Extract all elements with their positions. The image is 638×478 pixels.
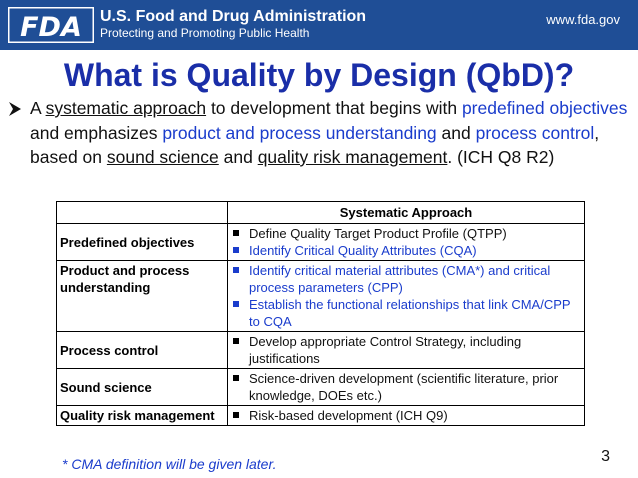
- square-bullet-icon: [233, 247, 239, 253]
- page-number: 3: [601, 448, 610, 465]
- intro-text: and: [436, 122, 476, 143]
- table-header-row: [57, 202, 585, 224]
- website-link[interactable]: www.fda.gov: [546, 12, 620, 27]
- intro-text: A: [30, 98, 46, 118]
- list-item-text: Develop appropriate Control Strategy, including justifications: [249, 334, 522, 366]
- row-label: Process control: [57, 332, 228, 369]
- intro-text: and: [218, 147, 258, 167]
- list-item: [231, 225, 581, 242]
- header-band: [0, 0, 638, 50]
- row-label: Product and process understanding: [57, 261, 228, 332]
- row-items: [228, 369, 585, 406]
- intro-text: . (ICH Q8 R2): [447, 147, 555, 167]
- list-item: [231, 407, 581, 424]
- intro-paragraph: [30, 96, 628, 170]
- term-product-process-understanding: product and process understanding: [162, 122, 437, 143]
- row-items: [228, 261, 585, 332]
- arrow-bullet-icon: [8, 101, 22, 117]
- intro-bullet: [8, 96, 628, 170]
- square-bullet-icon: [233, 267, 239, 273]
- row-items: [228, 332, 585, 369]
- term-process-control: process control: [475, 122, 595, 143]
- list-item: [231, 262, 581, 296]
- square-bullet-icon: [233, 375, 239, 381]
- intro-text: , based on: [30, 122, 600, 167]
- term-systematic-approach: systematic approach: [45, 98, 207, 118]
- agency-tagline: Protecting and Promoting Public Health: [100, 26, 310, 40]
- list-item-text: Risk-based development (ICH Q9): [249, 408, 448, 423]
- intro-text: to development that begins with: [206, 98, 462, 118]
- slide-title: What is Quality by Design (QbD)?: [63, 57, 575, 93]
- term-quality-risk-management: quality risk management: [257, 147, 448, 167]
- table-row: [57, 224, 585, 261]
- row-items: [228, 406, 585, 426]
- row-label: Quality risk management: [57, 406, 228, 426]
- list-item-text: Establish the functional relationships that link CMA/CPP to CQA: [249, 297, 571, 329]
- logo-text: FDA: [20, 12, 82, 43]
- agency-name: U.S. Food and Drug Administration: [100, 8, 367, 25]
- row-label: Sound science: [57, 369, 228, 406]
- table-row: [57, 406, 585, 426]
- term-predefined-objectives: predefined objectives: [461, 98, 628, 118]
- agency-block: [100, 8, 366, 41]
- list-item: [231, 333, 581, 367]
- row-label: Predefined objectives: [57, 224, 228, 261]
- table-row: [57, 369, 585, 406]
- list-item: [231, 370, 581, 404]
- table-header-empty: [57, 202, 228, 224]
- square-bullet-icon: [233, 412, 239, 418]
- list-item: [231, 296, 581, 330]
- table-header: Systematic Approach: [228, 202, 585, 224]
- table-row: [57, 332, 585, 369]
- square-bullet-icon: [233, 301, 239, 307]
- square-bullet-icon: [233, 338, 239, 344]
- square-bullet-icon: [233, 230, 239, 236]
- fda-logo: [8, 7, 94, 43]
- term-sound-science: sound science: [106, 147, 219, 167]
- list-item-text: Identify critical material attributes (CMA*) and critical process parameters (CPP): [249, 263, 551, 295]
- list-item-text: Identify Critical Quality Attributes (CQA): [249, 243, 477, 258]
- footnote: * CMA definition will be given later.: [62, 456, 277, 472]
- list-item-text: Define Quality Target Product Profile (QTPP): [249, 226, 507, 241]
- systematic-approach-table: [56, 201, 585, 426]
- intro-text: and emphasizes: [30, 122, 163, 143]
- list-item-text: Science-driven development (scientific literature, prior knowledge, DOEs etc.): [249, 371, 559, 403]
- table-row: [57, 261, 585, 332]
- list-item: [231, 242, 581, 259]
- row-items: [228, 224, 585, 261]
